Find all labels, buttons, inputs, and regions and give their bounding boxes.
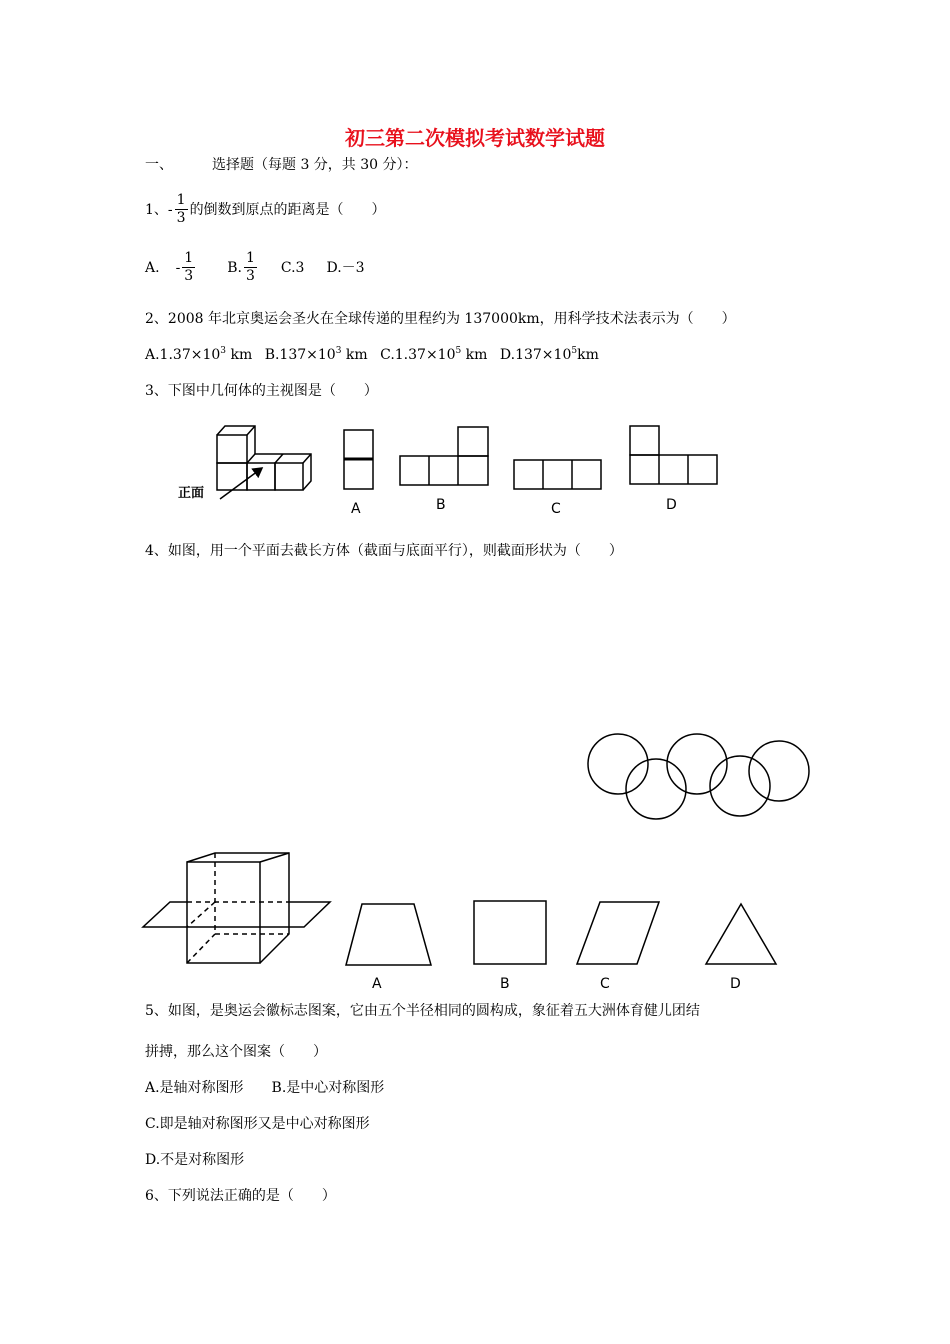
q3-solid-figure <box>217 426 311 499</box>
q4-label-c: C <box>600 976 610 992</box>
q1-option-a-denominator: 3 <box>184 268 194 284</box>
question-3: 3、下图中几何体的主视图是（ ） <box>145 383 378 399</box>
q1-option-b-denominator: 3 <box>245 268 255 284</box>
q4-option-c-parallelogram <box>577 902 659 964</box>
q2-option-b: $B.137\times 10^3$ km <box>264 346 368 363</box>
q2-option-d: $D.137\times 10^5km$ <box>499 346 599 363</box>
q1-suffix: 的倒数到原点的距离是（ ） <box>189 201 386 218</box>
q3-label-a: A <box>351 501 361 517</box>
question-4: 4、如图，用一个平面去截长方体（截面与底面平行），则截面形状为（ ） <box>145 543 623 559</box>
q4-label-a: A <box>372 976 382 992</box>
q3-front-label: 正面 <box>178 486 205 501</box>
q4-cuboid-figure <box>143 853 330 963</box>
q4-option-a-trapezoid <box>346 904 431 965</box>
q1-prefix: 1、- <box>145 201 173 218</box>
q1-option-a-numerator: 1 <box>184 250 194 266</box>
q4-label-d: D <box>730 976 741 992</box>
q3-label-d: D <box>666 497 677 513</box>
q2-option-a: $A.1.37\times 10^3$ km <box>145 346 253 363</box>
page-title: 初三第二次模拟考试数学试题 <box>345 126 605 150</box>
q1-option-a-sign: - <box>175 259 181 276</box>
q3-label-c: C <box>551 501 561 517</box>
q2-option-c: $C.1.37\times 10^5$ km <box>380 346 488 363</box>
q3-option-b-figure <box>400 427 488 485</box>
q5-option-c: C.即是轴对称图形又是中心对称图形 <box>145 1116 370 1132</box>
q3-option-d-figure <box>630 426 717 484</box>
q1-option-b-numerator: 1 <box>245 250 255 266</box>
q1-option-c: C.3 <box>280 259 305 276</box>
q1-option-d: D.－3 <box>326 259 365 276</box>
q1-option-a-label: A. <box>145 259 160 276</box>
q3-option-a-figure <box>344 430 373 489</box>
question-2: 2、2008 年北京奥运会圣火在全球传递的里程约为 137000km，用科学技术法表示为（ ） <box>145 311 736 327</box>
q5-option-d: D.不是对称图形 <box>145 1152 245 1168</box>
question-5-line-2: 拼搏，那么这个图案（ ） <box>145 1044 327 1060</box>
q4-option-b-square <box>474 901 546 964</box>
q1-option-b-label: B. <box>227 259 242 276</box>
question-5-line-1: 5、如图，是奥运会徽标志图案，它由五个半径相同的圆构成，象征着五大洲体育健儿团结 <box>145 1003 700 1019</box>
q5-options-ab: A.是轴对称图形 B.是中心对称图形 <box>145 1080 385 1096</box>
q3-label-b: B <box>436 497 446 513</box>
section-heading: 选择题（每题 3 分，共 30 分）： <box>212 157 418 173</box>
q1-fraction-numerator: 1 <box>176 192 186 208</box>
q4-label-b: B <box>500 976 510 992</box>
q3-option-c-figure <box>514 460 601 489</box>
section-number: 一、 <box>145 157 173 173</box>
q4-option-d-triangle <box>706 904 776 964</box>
q1-fraction-denominator: 3 <box>176 210 186 226</box>
olympic-rings-figure <box>588 734 809 819</box>
question-6: 6、下列说法正确的是（ ） <box>145 1188 336 1204</box>
